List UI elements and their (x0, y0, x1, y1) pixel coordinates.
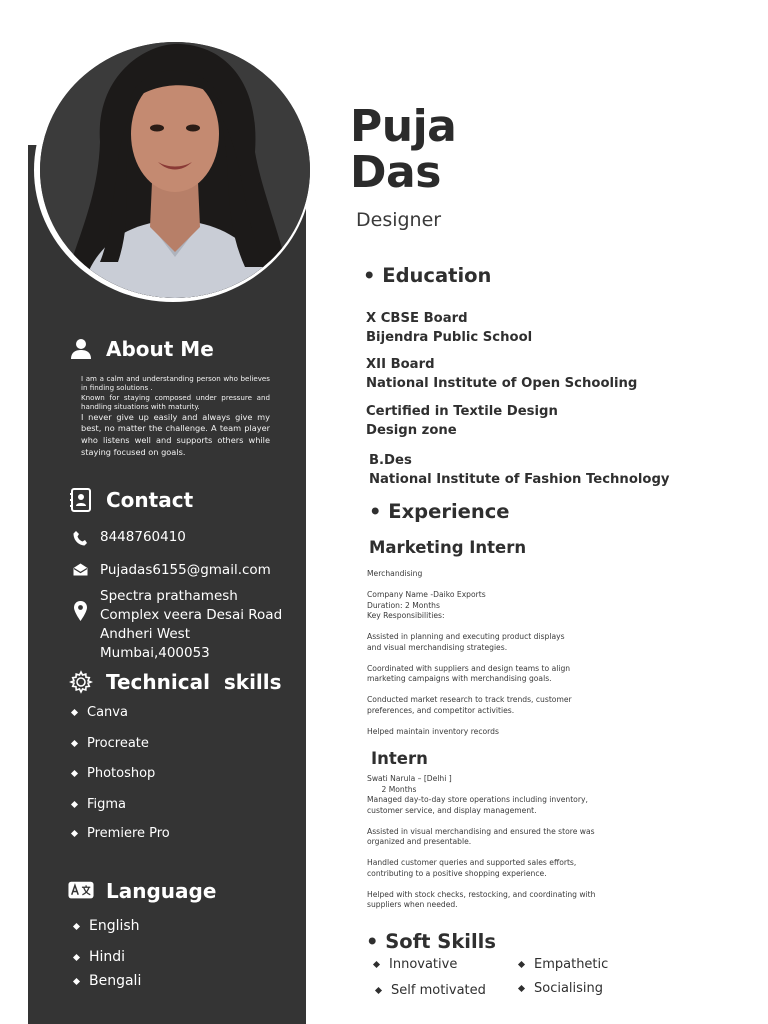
education-item: B.Des National Institute of Fashion Technology (369, 453, 670, 487)
list-item: English (74, 918, 140, 934)
list-item: Hindi (74, 949, 125, 965)
technical-skills-heading-text: Technical skills (106, 670, 282, 694)
about-heading-text: About Me (106, 337, 214, 361)
last-name: Das (350, 147, 441, 198)
email-text: Pujadas6155@gmail.com (100, 562, 271, 578)
list-item: Figma (72, 797, 126, 812)
about-heading (68, 336, 214, 362)
profile-photo (40, 42, 310, 298)
list-item: Self motivated (376, 983, 486, 998)
translate-icon (68, 878, 94, 904)
contact-phone[interactable] (72, 528, 186, 547)
education-item: XII Board National Institute of Open Schooling (366, 357, 638, 391)
phone-text: 8448760410 (100, 529, 186, 545)
address-text (100, 587, 282, 663)
job-details: Swati Narula – [Delhi ] 2 Months Managed day-to-day store operations including inventory, customer service, and display management. Assisted in visual merchandising and ensured the store was organized and presentable. Handled customer queries and supported sales efforts, contributing to a positive shopping experience. Helped with stock checks, restocking, and coordinating with suppliers when needed. (367, 774, 596, 909)
mail-icon (72, 561, 88, 576)
about-paragraph: I am a calm and understanding person who believes in finding solutions . (81, 374, 270, 393)
list-item: Premiere Pro (72, 826, 170, 841)
language-heading (68, 878, 216, 904)
about-paragraph: I never give up easily and always give my best, no matter the challenge. A team player who listens well and supports others while staying focused on goals. (81, 411, 270, 458)
list-item: Socialising (519, 981, 603, 996)
contact-heading (68, 487, 193, 513)
language-heading-text: Language (106, 879, 217, 903)
address-line: Andheri West (100, 626, 191, 642)
list-item: Empathetic (519, 957, 608, 972)
gear-icon (68, 669, 94, 695)
job-title: Marketing Intern (369, 538, 527, 557)
about-text (81, 374, 270, 459)
phone-icon (72, 528, 88, 546)
role-title: Designer (356, 209, 442, 231)
contact-heading-text: Contact (106, 488, 194, 512)
first-name: Puja (350, 101, 457, 152)
location-pin-icon (72, 587, 88, 621)
contact-email[interactable] (72, 561, 271, 580)
name-heading (350, 101, 457, 198)
list-item: Bengali (74, 973, 141, 989)
job-details: Merchandising Company Name -Daiko Exports Duration: 2 Months Key Responsibilities: Assisted in planning and executing product displays and visual merchandising strategies. Coordinated with suppliers and design teams to align marketing campaigns with merchandising goals. Conducted market research to track trends, customer preferences, and competitor activities. Helped maintain inventory records (367, 569, 572, 736)
technical-skills-heading (68, 669, 282, 695)
about-paragraph: Known for staying composed under pressure and handling situations with maturity. (81, 392, 270, 412)
experience-heading: • Experience (369, 500, 510, 523)
soft-skills-heading: • Soft Skills (366, 930, 496, 953)
education-item: X CBSE Board Bijendra Public School (366, 311, 533, 345)
education-item: Certified in Textile Design Design zone (366, 404, 558, 438)
education-heading: • Education (363, 264, 492, 287)
list-item: Photoshop (72, 766, 155, 781)
job-title: Intern (371, 749, 428, 768)
list-item: Innovative (374, 957, 457, 972)
address-line: Complex veera Desai Road (100, 607, 283, 623)
contact-card-icon (68, 487, 94, 513)
list-item: Canva (72, 705, 128, 720)
address-line: Spectra prathamesh (100, 588, 238, 604)
person-icon (68, 336, 94, 362)
list-item: Procreate (72, 736, 149, 751)
contact-address (72, 587, 282, 663)
address-line: Mumbai,400053 (100, 645, 210, 661)
